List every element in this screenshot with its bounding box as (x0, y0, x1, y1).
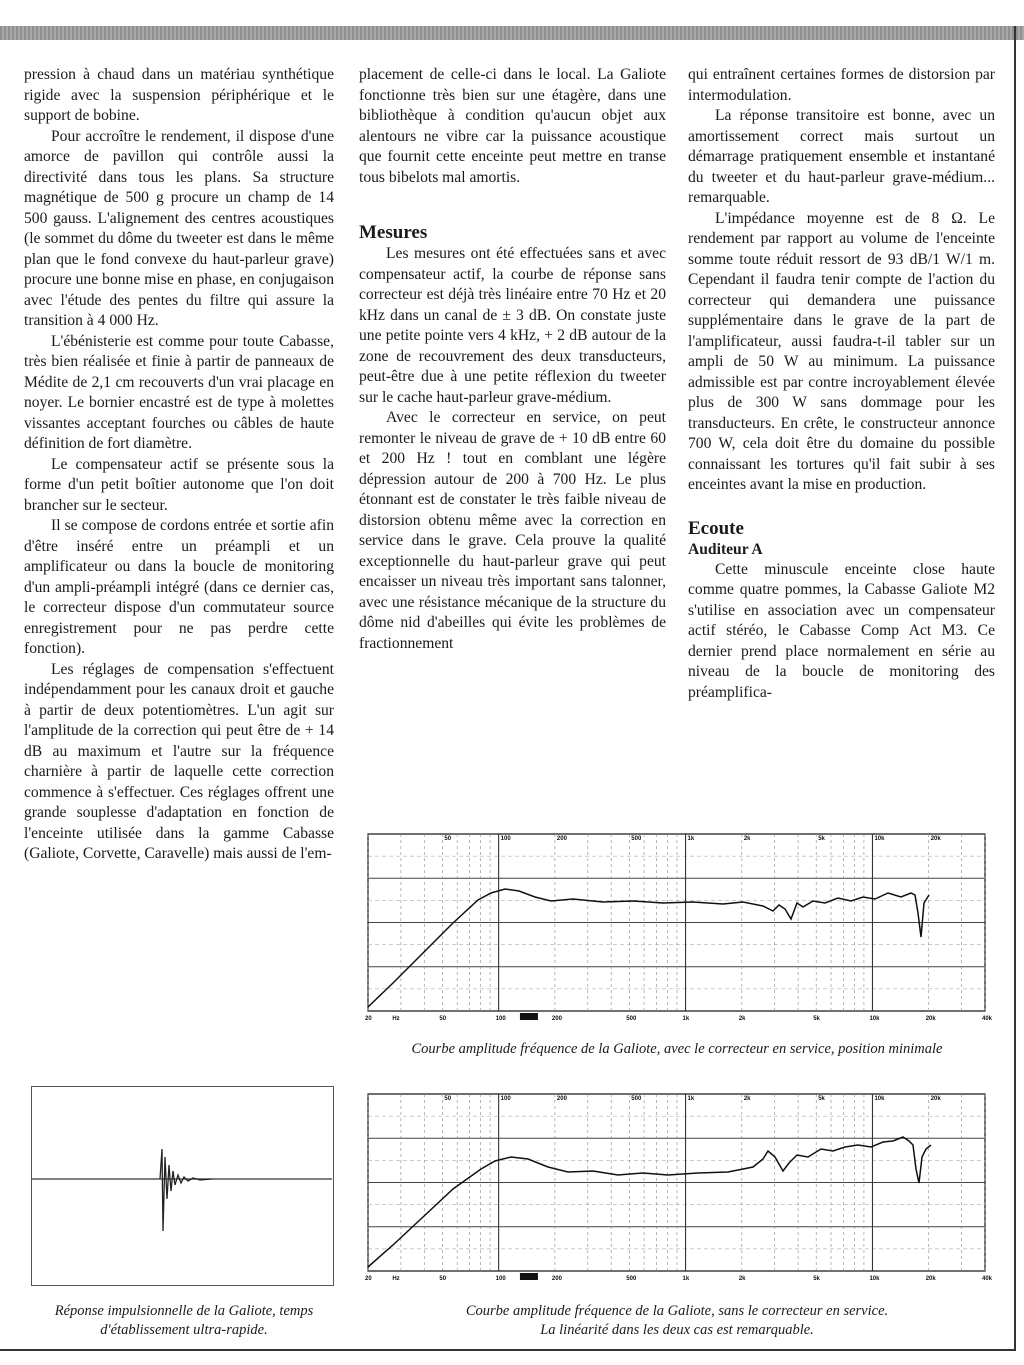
page-frame-bottom (0, 1349, 1016, 1351)
caption-line: Réponse impulsionnelle de la Galiote, temps (54, 1303, 314, 1319)
paragraph: Pour accroître le rendement, il dispose d'une amorce de pavillon qui contrôle aussi la directivité dans tous les plans. Sa structure magnétique de 500 g procure un champ de 14 500 gauss. L'alignement des centres acoustiques (le sommet du dôme du tweeter est dans le même plan que le fond convexe du haut-parleur grave) procure une bonne mise en phase, en conjugaison avec l'étude des pentes du filtre qui assure la transition à 4 000 Hz. (24, 127, 334, 329)
frequency-response-graph-with-corrector (363, 827, 993, 1033)
axis-tick-label: 10k (874, 836, 885, 842)
section-heading-mesures: Mesures (359, 222, 428, 243)
axis-tick-label: 50 (444, 1096, 452, 1102)
caption-line: La linéarité dans les deux cas est remarquable. (540, 1322, 814, 1338)
axis-tick-label: 2k (743, 836, 751, 842)
axis-marker (520, 1273, 538, 1280)
axis-tick-label: 1k (687, 1096, 695, 1102)
axis-tick-label: 20k (925, 1016, 936, 1022)
axis-tick-label: 2k (738, 1276, 746, 1282)
axis-tick-label: 5k (813, 1016, 820, 1022)
text-column-2 (359, 65, 666, 654)
axis-tick-label: 100 (495, 1276, 506, 1282)
axis-tick-label: Hz (392, 1016, 400, 1022)
axis-tick-label: 2k (738, 1016, 746, 1022)
axis-tick-label: 100 (500, 836, 511, 842)
axis-tick-label: 40k (982, 1016, 993, 1022)
caption-line: Courbe amplitude fréquence de la Galiote, sans le correcteur en service. (465, 1303, 889, 1319)
axis-tick-label: 20k (930, 1096, 941, 1102)
axis-tick-label: 200 (556, 836, 567, 842)
paragraph: Avec le correcteur en service, on peut remonter le niveau de grave de + 10 dB entre 60 et 200 Hz ! tout en comblant une légère dépression autour de 200 à 700 Hz. Le plus étonnant est de constater le très faible niveau de distorsion obtenu même avec la correction en service dans le grave. Cela prouve la qualité exceptionnelle du haut-parleur grave qui peut encaisser un niveau très important sans talonner, avec une résistance mécanique de la structure du dôme nid d'abeilles qui évite les problèmes de fractionnement (359, 409, 666, 652)
axis-tick-label: 100 (495, 1016, 506, 1022)
paragraph: L'ébénisterie est comme pour toute Cabasse, très bien réalisée et finie à partir de panneaux de Médite de 2,1 cm recouverts d'un vrai placage en noyer. Le bornier encastré est de type à molettes vissantes acceptant fourches ou câbles de haute définition de fort diamètre. (24, 332, 334, 452)
axis-tick-label: 10k (869, 1016, 880, 1022)
impulse-response-plot (31, 1086, 334, 1286)
axis-tick-label: 50 (439, 1016, 447, 1022)
axis-tick-label: 50 (444, 836, 452, 842)
axis-tick-label: 5k (818, 1096, 825, 1102)
axis-tick-label: 40k (982, 1276, 993, 1282)
text-column-1 (24, 65, 334, 865)
axis-tick-label: 20k (930, 836, 941, 842)
axis-tick-label: Hz (392, 1276, 400, 1282)
axis-tick-label: 500 (626, 1276, 637, 1282)
axis-tick-label: 20 (365, 1016, 372, 1022)
axis-tick-label: 100 (500, 1096, 511, 1102)
axis-tick-label: 2k (743, 1096, 751, 1102)
caption-line: d'établissement ultra-rapide. (100, 1322, 268, 1338)
axis-tick-label: 500 (626, 1016, 637, 1022)
subheading-auditeur-a: Auditeur A (688, 540, 763, 558)
axis-tick-label: 20k (925, 1276, 936, 1282)
axis-marker (520, 1013, 538, 1020)
response-curve (368, 889, 929, 1007)
axis-tick-label: 10k (869, 1276, 880, 1282)
axis-tick-label: 1k (687, 836, 695, 842)
axis-tick-label: 20 (365, 1276, 372, 1282)
impulse-waveform (32, 1087, 332, 1284)
paragraph: placement de celle-ci dans le local. La Galiote fonctionne très bien sur une étagère, dans une bibliothèque à condition qu'aucun objet aux alentours ne vibre car la puissance acoustique que fournit cette enceinte peut mettre en transe tous bibelots mal amortis. (359, 66, 666, 186)
page-frame-right (1014, 26, 1016, 1351)
section-heading-ecoute: Ecoute (688, 517, 744, 539)
paragraph: Le compensateur actif se présente sous la forme d'un petit boîtier autonome que l'on doit brancher sur le secteur. (24, 455, 334, 514)
axis-tick-label: 500 (631, 836, 642, 842)
paragraph: La réponse transitoire est bonne, avec un amortissement correct mais surtout un démarrage pratiquement ensemble et instantané du tweeter et du haut-parleur grave-médium... remarquable. (688, 107, 995, 206)
axis-tick-label: 10k (874, 1096, 885, 1102)
axis-tick-label: 200 (556, 1096, 567, 1102)
frequency-response-graph-without-corrector (363, 1087, 993, 1293)
text-column-3 (688, 65, 995, 703)
axis-tick-label: 500 (631, 1096, 642, 1102)
paragraph: Il se compose de cordons entrée et sortie afin d'être inséré entre un préampli et un amplificateur ou dans la boucle de monitoring d'un ampli-préampli intégré (dans ce dernier cas, le correcteur dispose d'un commutateur source enregistrement pour ne pas perdre cette fonction). (24, 517, 334, 657)
axis-tick-label: 200 (551, 1276, 562, 1282)
caption-graph-with-corrector: Courbe amplitude fréquence de la Galiote, avec le correcteur en service, position minimale (411, 1041, 943, 1057)
paragraph: Les réglages de compensation s'effectuent indépendamment pour les canaux droit et gauche à partir de deux potentiomètres. L'un agit sur l'amplitude de la correction qui peut être de + 14 dB au maximum et l'autre sur la fréquence charnière à partir de laquelle cette correction commence à s'effectuer. Ces réglages offrent une grande souplesse d'adaptation en fonction de l'enceinte utilisée dans la gamme Cabasse (Galiote, Corvette, Caravelle) mais aussi de l'em- (24, 660, 334, 862)
axis-tick-label: 50 (439, 1276, 447, 1282)
paragraph: qui entraînent certaines formes de distorsion par intermodulation. (688, 66, 995, 104)
axis-tick-label: 5k (818, 836, 825, 842)
caption-graph-without-corrector (352, 1302, 1002, 1340)
caption-impulse-response (14, 1302, 354, 1340)
paragraph: Les mesures ont été effectuées sans et avec compensateur actif, la courbe de réponse sans correcteur est déjà très linéaire entre 70 Hz et 20 kHz dans un canal de ± 3 dB. On constate juste une petite pointe vers 4 kHz, + 2 dB autour de la zone de recouvrement des deux transducteurs, peut-être due à une petite réflexion du tweeter sur le cache haut-parleur grave-médium. (359, 245, 666, 406)
axis-tick-label: 5k (813, 1276, 820, 1282)
axis-tick-label: 1k (682, 1276, 690, 1282)
paragraph: L'impédance moyenne est de 8 Ω. Le rendement par rapport au volume de l'enceinte somme toute réduit ressort de 93 dB/1 W/1 m. Cependant il faudra tenir compte de l'action du correcteur qui demandera une puissance supplémentaire dans le grave de la part de l'amplificateur, aussi faudra-t-il tabler sur un ampli de 50 W au minimum. La puissance admissible est par contre incroyablement élevée plus de 300 W sans dommage pour les transducteurs. En crête, le constructeur annonce 700 W, cela doit être du domaine du possible connaissant les tortures qu'il fait subir à ses enceintes avant la mise en production. (688, 209, 995, 493)
response-curve (368, 1137, 931, 1267)
axis-tick-label: 200 (551, 1016, 562, 1022)
paragraph: Cette minuscule enceinte close haute comme quatre pommes, la Cabasse Galiote M2 s'utilise en association avec un compensateur actif stéréo, le Cabasse Comp Act M3. Ce dernier prend place normalement en série au niveau de la boucle de monitoring des préamplifica- (688, 560, 995, 701)
top-decorative-bar (0, 26, 1024, 40)
paragraph: pression à chaud dans un matériau synthétique rigide avec la suspension périphérique et le support de bobine. (24, 66, 334, 124)
axis-tick-label: 1k (682, 1016, 690, 1022)
